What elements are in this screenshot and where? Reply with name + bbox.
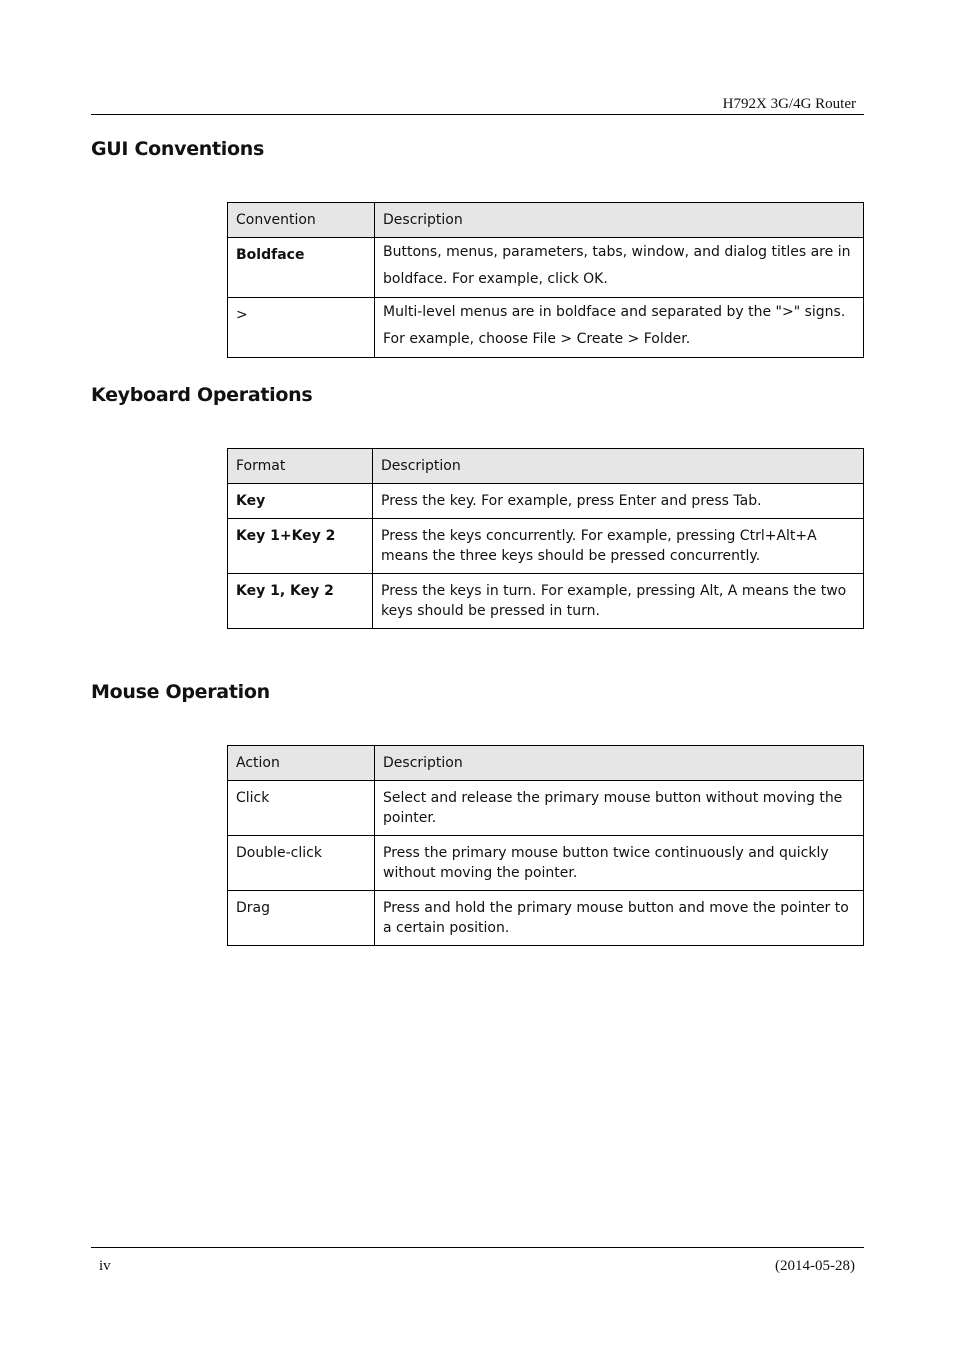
- description-cell: Multi-level menus are in boldface and separated by the ">" signs. For example, choose File > Create > Folder.: [375, 298, 864, 358]
- convention-cell: >: [228, 298, 375, 358]
- footer-rule: [91, 1247, 864, 1248]
- section-title-mouse-operation: Mouse Operation: [91, 681, 270, 703]
- header-rule: [91, 114, 864, 115]
- description-cell: Press the key. For example, press Enter and press Tab.: [373, 484, 864, 519]
- column-header: Action: [228, 746, 375, 781]
- table-header-row: [228, 746, 864, 781]
- format-cell: Key: [228, 484, 373, 519]
- table-row: [228, 781, 864, 836]
- column-header: Convention: [228, 203, 375, 238]
- description-cell: Press the primary mouse button twice continuously and quickly without moving the pointer.: [375, 836, 864, 891]
- table-row: [228, 238, 864, 298]
- format-cell: Key 1, Key 2: [228, 574, 373, 629]
- mouse-operation-table: [227, 745, 864, 946]
- action-cell: Drag: [228, 891, 375, 946]
- column-header: Description: [375, 203, 864, 238]
- table-row: [228, 298, 864, 358]
- page-number: iv: [99, 1258, 111, 1274]
- column-header: Description: [373, 449, 864, 484]
- table-header-row: [228, 203, 864, 238]
- table-row: [228, 519, 864, 574]
- document-date: (2014-05-28): [775, 1258, 855, 1274]
- table-row: [228, 836, 864, 891]
- description-cell: Press the keys in turn. For example, pressing Alt, A means the two keys should be pressed in turn.: [373, 574, 864, 629]
- column-header: Description: [375, 746, 864, 781]
- table-row: [228, 484, 864, 519]
- running-header: H792X 3G/4G Router: [722, 96, 856, 112]
- table-row: [228, 574, 864, 629]
- description-cell: Press and hold the primary mouse button and move the pointer to a certain position.: [375, 891, 864, 946]
- description-cell: Buttons, menus, parameters, tabs, window, and dialog titles are in boldface. For example, click OK.: [375, 238, 864, 298]
- section-title-gui-conventions: GUI Conventions: [91, 138, 265, 160]
- gui-conventions-table: [227, 202, 864, 358]
- table-header-row: [228, 449, 864, 484]
- table-row: [228, 891, 864, 946]
- column-header: Format: [228, 449, 373, 484]
- keyboard-operations-table: [227, 448, 864, 629]
- convention-cell: Boldface: [228, 238, 375, 298]
- format-cell: Key 1+Key 2: [228, 519, 373, 574]
- action-cell: Double-click: [228, 836, 375, 891]
- action-cell: Click: [228, 781, 375, 836]
- section-title-keyboard-operations: Keyboard Operations: [91, 384, 313, 406]
- description-cell: Press the keys concurrently. For example, pressing Ctrl+Alt+A means the three keys should be pressed concurrently.: [373, 519, 864, 574]
- description-cell: Select and release the primary mouse button without moving the pointer.: [375, 781, 864, 836]
